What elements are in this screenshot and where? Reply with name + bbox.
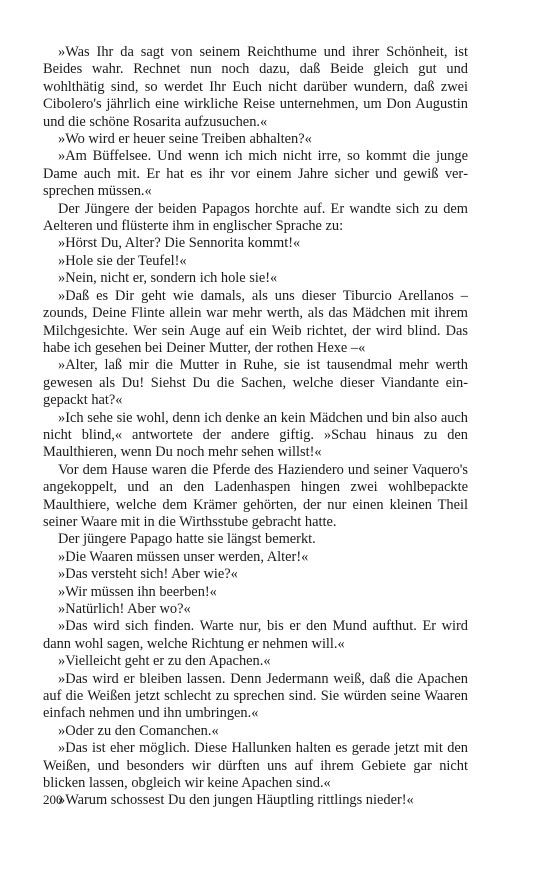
paragraph: »Wir müssen ihn beerben!« bbox=[58, 583, 217, 600]
paragraph: »Oder zu den Comanchen.« bbox=[58, 722, 219, 739]
paragraph: »Daß es Dir geht wie damals, als uns dieser Tiburcio Arellanos – zounds, Deine Flinte allein war mehr werth, als das Mädchen mit ihrem Milchgesichte. Wer sein Auge auf ein Weib richtet, der wird blind. Das habe ich gesehen bei Deiner Mutter, der rothen Hexe –« bbox=[43, 287, 468, 356]
paragraph: »Am Büffelsee. Und wenn ich mich nicht irre, so kommt die junge Dame auch mit. Er hat es ihr vor einem Jahre sicher und gewiß versprechen müssen.« bbox=[43, 148, 468, 200]
paragraph: »Vielleicht geht er zu den Apachen.« bbox=[58, 653, 271, 670]
paragraph: »Das wird sich finden. Warte nur, bis er den Mund aufthut. Er wird dann wohl sagen, welche Richtung er nehmen will.« bbox=[43, 618, 468, 652]
paragraph: »Natürlich! Aber wo?« bbox=[58, 601, 191, 617]
page-number: 200 bbox=[43, 792, 63, 807]
paragraph: »Warum schossest Du den jungen Häuptling rittlings nieder!« bbox=[58, 792, 414, 809]
paragraph: »Hörst Du, Alter? Die Sennorita kommt!« bbox=[58, 235, 301, 252]
page-body bbox=[43, 44, 468, 810]
paragraph: Der Jüngere der beiden Papagos horchte auf. Er wandte sich zu dem Aelteren und flüsterte ihm in englischer Sprache zu: bbox=[43, 200, 468, 235]
paragraph: »Ich sehe sie wohl, denn ich denke an kein Mädchen und bin also auch nicht blind,« antwortete der andere giftig. »Schau hinaus zu den Maulthieren, wenn Du noch mehr sehen willst!« bbox=[43, 409, 468, 461]
paragraph: »Was Ihr da sagt von seinem Reichthume und ihrer Schönheit, ist Beides wahr. Rechnet nun noch dazu, daß Beide gleich gut und wohlthätig sind, so werdet Ihr Euch nicht darüber wundern, daß zwei Cibolero's jährlich eine wirkliche Reise unternehmen, um Don Augustin und die schöne Rosarita aufzusuchen.« bbox=[43, 44, 468, 130]
paragraph: »Das wird er bleiben lassen. Denn Jedermann weiß, daß die Apachen auf die Weißen jetzt schlecht zu sprechen sind. Sie würden seine Waaren einfach nehmen und ihn umbringen.« bbox=[43, 670, 468, 722]
paragraph: »Alter, laß mir die Mutter in Ruhe, sie ist tausendmal mehr werth gewesen als Du! Siehst Du die Sachen, welche dieser Viandante eingepackt hat?« bbox=[43, 357, 468, 409]
paragraph: Vor dem Hause waren die Pferde des Haziendero und seiner Vaquero's angekoppelt, und an den Ladenhaspen hingen zwei wohlbepackte Maulthiere, welche dem Krämer gehörten, der nur einen kleinen Theil seiner Waare mit in die Wirthsstube gebracht hatte. bbox=[43, 461, 468, 530]
paragraph: »Hole sie der Teufel!« bbox=[58, 252, 187, 269]
paragraph: »Die Waaren müssen unser werden, Alter!« bbox=[58, 548, 309, 565]
paragraph: Der jüngere Papago hatte sie längst bemerkt. bbox=[58, 531, 316, 548]
paragraph: »Das ist eher möglich. Diese Hallunken halten es gerade jetzt mit den Weißen, und besonders wir dürften uns auf ihrem Gebiete gar nicht blicken lassen, obgleich wir keine Apachen sind.« bbox=[43, 740, 468, 792]
paragraph: »Nein, nicht er, sondern ich hole sie!« bbox=[58, 270, 278, 287]
paragraph: »Wo wird er heuer seine Treiben abhalten?« bbox=[58, 131, 312, 148]
paragraph: »Das versteht sich! Aber wie?« bbox=[58, 566, 238, 583]
